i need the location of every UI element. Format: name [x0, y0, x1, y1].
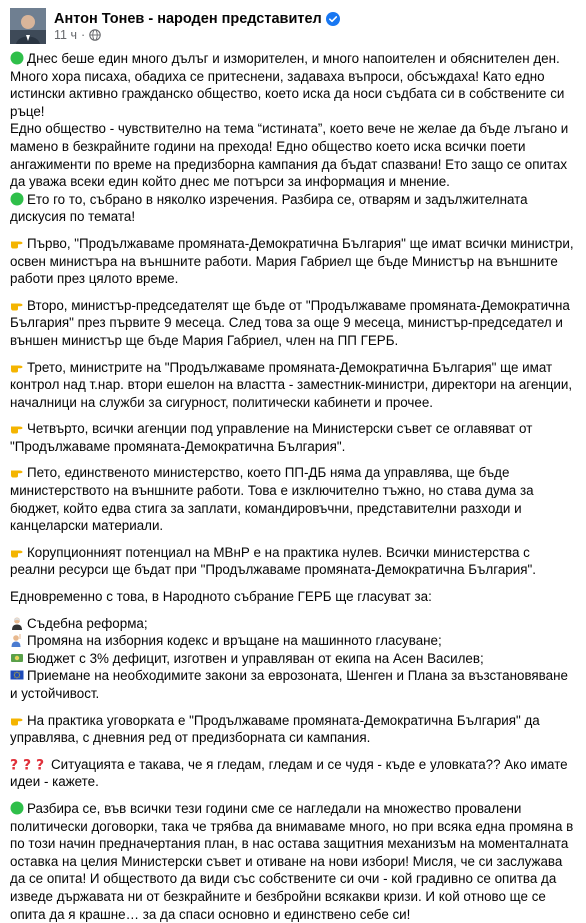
intro-paragraph [10, 50, 576, 226]
point-5-text: Пето, единственото министерство, което ПП-ДБ няма да управлява, ще бъде министерството на външните работи. Това е изключително тъжно, но става дума за бюджет, който едва стига за заплати, командировъчни, представителни разходи и канцеларски материали. [10, 465, 534, 534]
list-item [10, 632, 576, 650]
backhand-index-pointing-right-icon [10, 545, 24, 559]
backhand-index-pointing-right-icon [10, 421, 24, 435]
agreement-text: На практика уговорката е "Продължаваме промяната-Демократична България" да управлява, с дневния ред от предизборната си кампания. [10, 712, 540, 746]
point-5 [10, 464, 576, 534]
person-raising-hand-icon [10, 633, 24, 647]
svg-text:?: ? [10, 757, 19, 774]
list-item [10, 650, 576, 668]
gerb-item-3-text: Бюджет с 3% дефицит, изготвен и управляван от екипа на Асен Василев; [27, 650, 484, 666]
point-3 [10, 359, 576, 412]
post-meta [54, 11, 340, 42]
point-1-text: Първо, "Продължаваме промяната-Демократична България" ще имат всички министри, освен министъра на външните работи. Мария Габриел ще бъде Министър на външните работи през цялото време. [10, 235, 574, 287]
intro-line-1 [10, 50, 576, 120]
author-row [54, 11, 340, 27]
point-2 [10, 297, 576, 350]
list-item [10, 615, 576, 633]
closing-paragraph [10, 800, 576, 923]
gerb-item-4-text: Приемане на необходимите закони за еврозоната, Шенген и Плана за възстановяване и устойчивост. [10, 668, 568, 701]
backhand-index-pointing-right-icon [10, 360, 24, 374]
intro-text-3: Ето го то, събрано в няколко изречения. Разбира се, отварям и задължителната дискусия по темата! [10, 191, 528, 225]
svg-text:?: ? [23, 757, 32, 774]
point-1 [10, 235, 576, 288]
red-question-mark-icon [10, 757, 48, 774]
gerb-list [10, 615, 576, 703]
post-header [10, 8, 576, 44]
post-body [10, 50, 576, 923]
point-6-text: Корупционният потенциал на МВнР е на практика нулев. Всички министерства с реални ресурси ще бъдат при "Продължаваме промяната-Демократична България". [10, 544, 536, 578]
eu-flag-icon [10, 668, 24, 682]
point-6 [10, 544, 576, 579]
intro-text-2: Едно общество - чувствително на тема “истината”, което вече не желае да бъде лъгано и мамено в безкрайните години на прехода! Едно общество което иска всички поети ангажименти по време на предизборна кампания да бъдат спазвани! Ето защо се опитах да уважа всеки един който днес ме потърси за информация и мнение. [10, 121, 569, 190]
separator-dot: · [80, 27, 86, 42]
backhand-index-pointing-right-icon [10, 236, 24, 250]
timestamp-row [54, 28, 340, 42]
gerb-intro: Едновременно с това, в Народното събрание ГЕРБ ще гласуват за: [10, 589, 432, 605]
gerb-item-2-text: Промяна на изборния кодекс и връщане на машинното гласуване; [27, 633, 442, 649]
list-item [10, 667, 576, 702]
closing-text: Разбира се, във всички тези години сме се нагледали на множество провалени политически договорки, така че трябва да внимаваме много, но при всяка една промяна в по този начин предначертания план, в нас остава защитния механизъм на моменталната оставка на целия Министерски съвет и отиване на нови избори! Мисля, че си заслужава да се опита! И обществото да види със собствените си очи - кой градивно се опитва да изведе държавата ни от безкрайните и безбройни всякакви кризи. И кой отново ще се опита да я крашне… за да спаси основно и единствено себе си! [10, 800, 574, 922]
agreement-paragraph [10, 712, 576, 747]
intro-line-3 [10, 191, 576, 226]
green-circle-icon [10, 801, 24, 815]
backhand-index-pointing-right-icon [10, 298, 24, 312]
verified-badge-icon [326, 12, 340, 26]
backhand-index-pointing-right-icon [10, 465, 24, 479]
point-4-text: Четвърто, всички агенции под управление на Министерски съвет се оглавяват от "Продължаваме промяната-Демократична България". [10, 421, 533, 454]
svg-text:?: ? [36, 757, 45, 774]
intro-text-1: Днес беше един много дълъг и изморителен, и много напоителен и обяснителен ден. Много хора писаха, обадиха се притеснени, задаваха въпроси, обсъждаха! Като едно истински активно гражданско общество, което иска да носи съдбата си в собствените си ръце! [10, 51, 565, 119]
gerb-item-1-text: Съдебна реформа; [27, 615, 148, 631]
point-4 [10, 420, 576, 455]
author-name-link[interactable]: Антон Тонев - народен представител [54, 10, 322, 27]
judge-icon [10, 616, 24, 630]
green-circle-icon [10, 51, 24, 65]
question-text: Ситуацията е такава, че я гледам, гледам и се чудя - къде е уловката?? Ако имате идеи - кажете. [10, 756, 568, 790]
question-paragraph [10, 756, 576, 791]
point-3-text: Трето, министрите на "Продължаваме промяната-Демократична България" ще имат контрол над т.нар. втори ешелон на властта - заместник-министри, директори на агенции, началници на служби за сигурност, политически кабинети и прочее. [10, 359, 573, 410]
point-2-text: Второ, министър-председателят ще бъде от "Продължаваме промяната-Демократична България" през първите 9 месеца. След това за още 9 месеца, министър-председател и външен министър ще бъде Мария Габриел, член на ПП ГЕРБ. [10, 297, 570, 348]
green-circle-icon [10, 192, 24, 206]
avatar[interactable] [10, 8, 46, 44]
backhand-index-pointing-right-icon [10, 713, 24, 727]
money-icon [10, 651, 24, 665]
post-timestamp-link[interactable]: 11 ч [54, 27, 77, 42]
globe-icon[interactable] [89, 29, 101, 41]
